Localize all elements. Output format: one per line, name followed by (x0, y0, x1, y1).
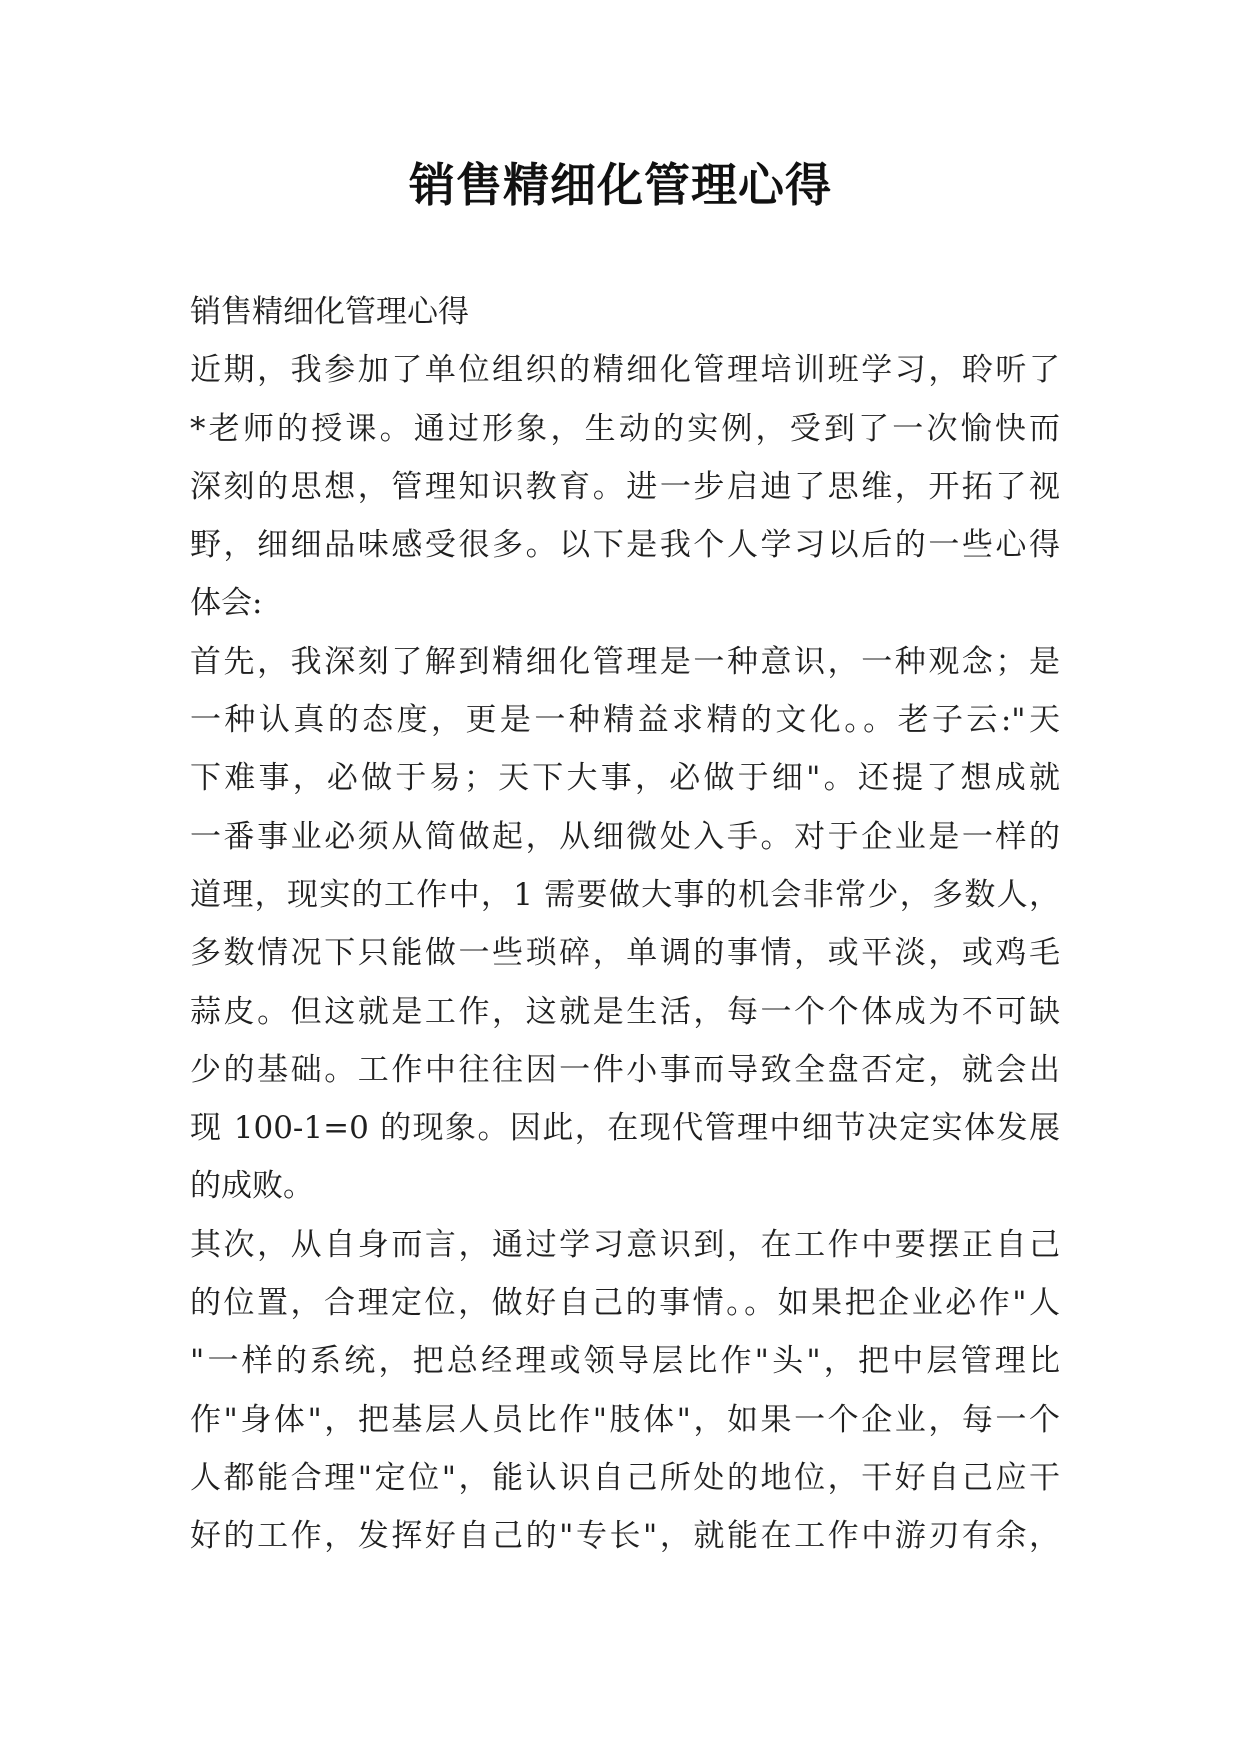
body-line: 道理，现实的工作中，1 需要做大事的机会非常少，多数人， (190, 876, 1060, 913)
body-line: 深刻的思想，管理知识教育。进一步启迪了思维，开拓了视 (190, 468, 1060, 505)
body-line: 销售精细化管理心得 (190, 294, 469, 330)
body-line: 蒜皮。但这就是工作，这就是生活，每一个个体成为不可缺 (190, 993, 1060, 1030)
body-line: 一番事业必须从简做起，从细微处入手。对于企业是一样的 (190, 818, 1060, 855)
body-line: 好的工作，发挥好自己的"专长"，就能在工作中游刃有余， (190, 1518, 1060, 1555)
body-line: 的成败。 (190, 1168, 314, 1205)
body-line: 人都能合理"定位"，能认识自己所处的地位，干好自己应干 (190, 1459, 1060, 1496)
body-line: 近期，我参加了单位组织的精细化管理培训班学习，聆听了 (190, 352, 1060, 389)
body-line: 下难事，必做于易；天下大事，必做于细"。还提了想成就 (190, 760, 1060, 797)
body-line: 一种认真的态度，更是一种精益求精的文化。。老子云:"天 (190, 702, 1060, 739)
document-title: 销售精细化管理心得 (409, 158, 832, 212)
body-line: 体会: (190, 585, 263, 622)
body-line: *老师的授课。通过形象，生动的实例，受到了一次愉快而 (190, 410, 1060, 447)
body-line: 的位置，合理定位，做好自己的事情。。如果把企业必作"人 (190, 1285, 1060, 1322)
document-body (190, 283, 1060, 1566)
body-line: 现 100-1=0 的现象。因此，在现代管理中细节决定实体发展 (190, 1110, 1060, 1147)
body-line: 野，细细品味感受很多。以下是我个人学习以后的一些心得 (190, 527, 1060, 564)
body-line: 少的基础。工作中往往因一件小事而导致全盘否定，就会出 (190, 1051, 1060, 1088)
body-line: 多数情况下只能做一些琐碎，单调的事情，或平淡，或鸡毛 (190, 935, 1060, 972)
body-line: 首先，我深刻了解到精细化管理是一种意识，一种观念；是 (190, 643, 1060, 680)
body-line: 作"身体"，把基层人员比作"肢体"，如果一个企业，每一个 (190, 1401, 1060, 1438)
body-line: 其次，从自身而言，通过学习意识到，在工作中要摆正自己 (190, 1226, 1060, 1263)
body-line: "一样的系统，把总经理或领导层比作"头"，把中层管理比 (190, 1343, 1060, 1380)
